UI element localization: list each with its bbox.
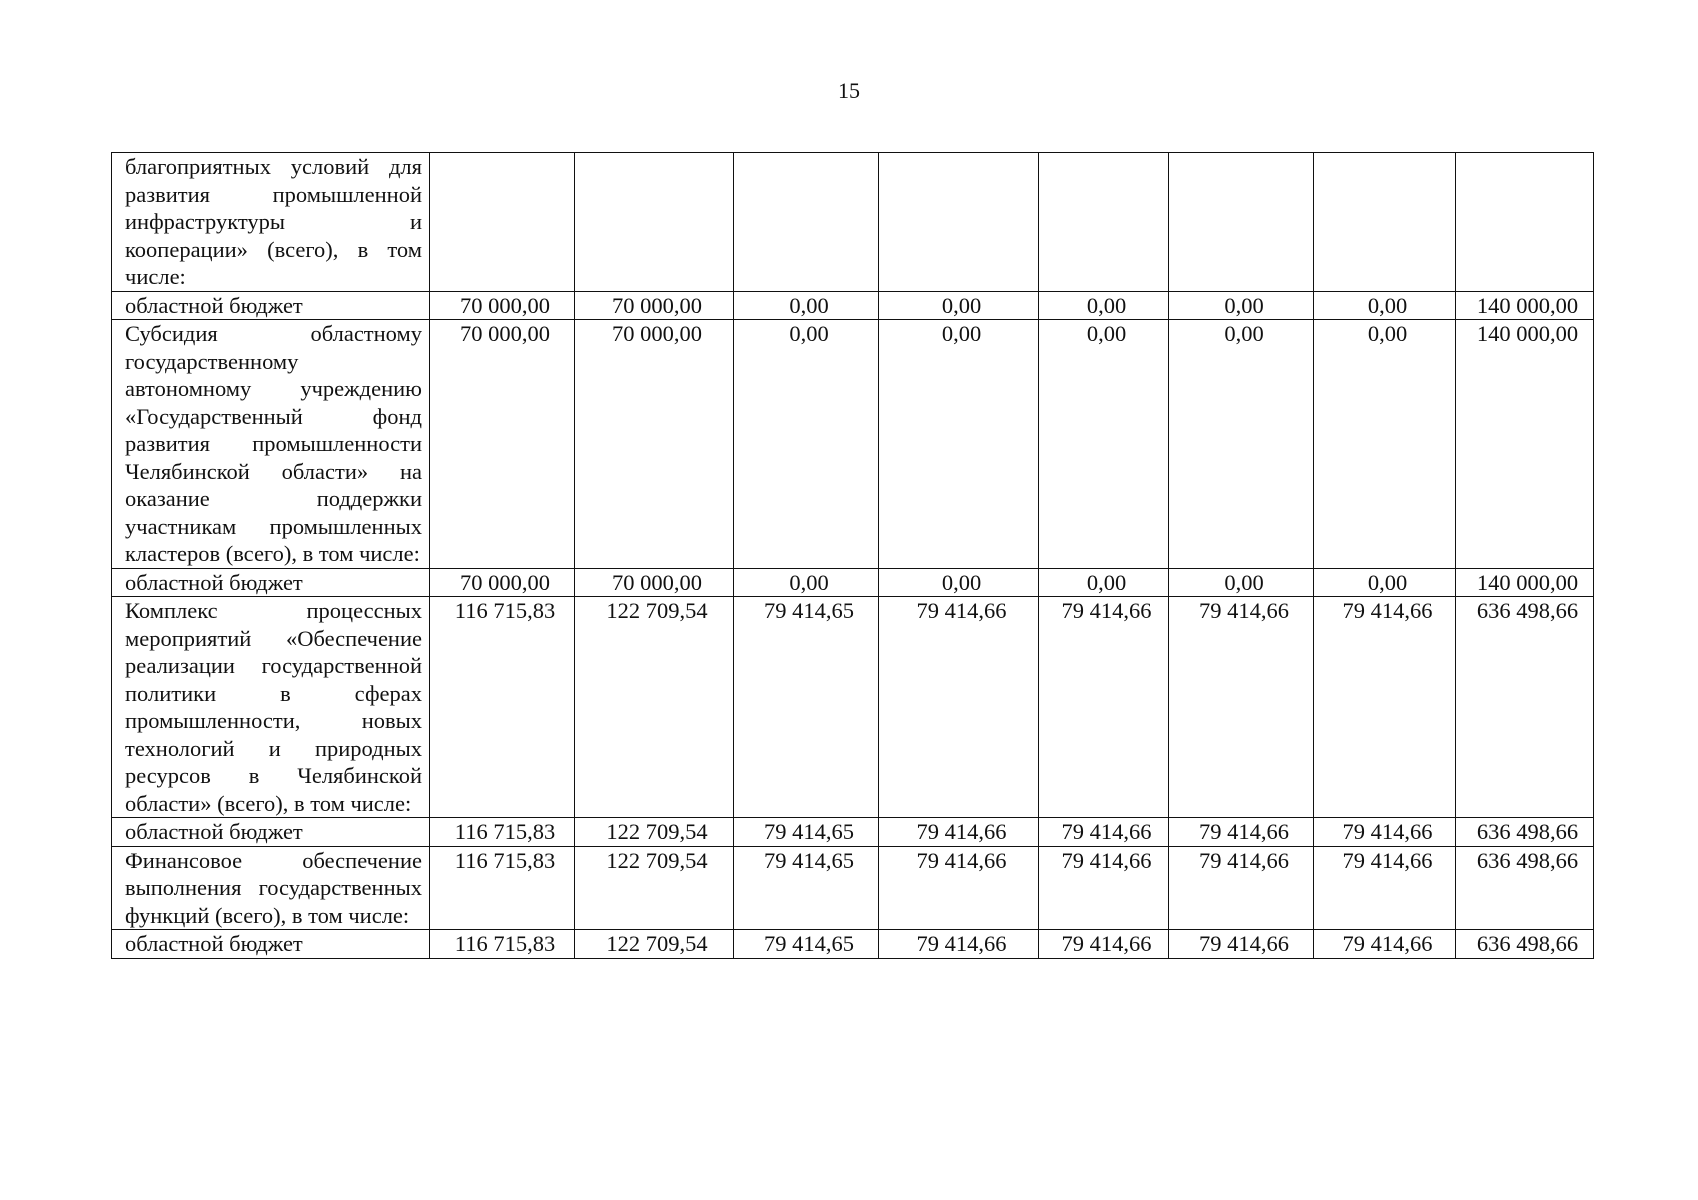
value-cell: 79 414,66	[1314, 597, 1456, 818]
total-cell: 140 000,00	[1456, 568, 1594, 597]
total-cell: 636 498,66	[1456, 930, 1594, 959]
value-cell: 79 414,66	[1169, 818, 1314, 847]
value-cell: 79 414,66	[1039, 597, 1169, 818]
row-label: областной бюджет	[112, 930, 430, 959]
value-cell: 79 414,66	[1169, 597, 1314, 818]
table-row	[112, 930, 1594, 959]
value-cell: 0,00	[1169, 291, 1314, 320]
value-cell: 0,00	[1039, 568, 1169, 597]
value-cell: 70 000,00	[575, 320, 734, 569]
value-cell	[430, 153, 575, 292]
row-label: Комплекс процессных мероприятий «Обеспечение реализации государственной политики в сферах промышленности, новых технологий и природных ресурсов в Челябинской области» (всего), в том числе:	[112, 597, 430, 818]
value-cell: 70 000,00	[430, 291, 575, 320]
value-cell	[1039, 153, 1169, 292]
total-cell	[1456, 153, 1594, 292]
row-label: областной бюджет	[112, 818, 430, 847]
value-cell: 79 414,65	[734, 930, 879, 959]
value-cell	[734, 153, 879, 292]
value-cell: 0,00	[879, 568, 1039, 597]
value-cell: 79 414,66	[1169, 846, 1314, 930]
value-cell: 122 709,54	[575, 846, 734, 930]
value-cell: 79 414,66	[1314, 818, 1456, 847]
value-cell: 116 715,83	[430, 846, 575, 930]
value-cell: 0,00	[1169, 568, 1314, 597]
value-cell: 0,00	[1314, 320, 1456, 569]
row-label: Финансовое обеспечение выполнения государственных функций (всего), в том числе:	[112, 846, 430, 930]
value-cell: 0,00	[879, 320, 1039, 569]
value-cell: 79 414,66	[1314, 930, 1456, 959]
total-cell: 636 498,66	[1456, 846, 1594, 930]
value-cell	[575, 153, 734, 292]
value-cell: 122 709,54	[575, 930, 734, 959]
total-cell: 140 000,00	[1456, 291, 1594, 320]
value-cell: 0,00	[1314, 291, 1456, 320]
row-label: благоприятных условий для развития промышленной инфраструктуры и кооперации» (всего), в том числе:	[112, 153, 430, 292]
value-cell: 79 414,65	[734, 597, 879, 818]
total-cell: 636 498,66	[1456, 597, 1594, 818]
value-cell: 0,00	[1169, 320, 1314, 569]
value-cell: 79 414,66	[1169, 930, 1314, 959]
value-cell: 79 414,66	[1039, 818, 1169, 847]
table-row	[112, 568, 1594, 597]
table-row	[112, 153, 1594, 292]
value-cell: 0,00	[1314, 568, 1456, 597]
value-cell: 70 000,00	[575, 291, 734, 320]
value-cell: 0,00	[1039, 320, 1169, 569]
table-row	[112, 818, 1594, 847]
value-cell: 116 715,83	[430, 930, 575, 959]
row-label: областной бюджет	[112, 568, 430, 597]
value-cell	[1169, 153, 1314, 292]
value-cell: 70 000,00	[430, 320, 575, 569]
value-cell: 70 000,00	[430, 568, 575, 597]
row-label: областной бюджет	[112, 291, 430, 320]
total-cell: 140 000,00	[1456, 320, 1594, 569]
value-cell: 79 414,66	[879, 930, 1039, 959]
value-cell	[1314, 153, 1456, 292]
value-cell: 79 414,66	[1039, 846, 1169, 930]
value-cell: 79 414,66	[879, 846, 1039, 930]
value-cell: 0,00	[734, 568, 879, 597]
value-cell: 0,00	[1039, 291, 1169, 320]
value-cell	[879, 153, 1039, 292]
value-cell: 79 414,66	[879, 818, 1039, 847]
table-row	[112, 291, 1594, 320]
total-cell: 636 498,66	[1456, 818, 1594, 847]
value-cell: 79 414,65	[734, 846, 879, 930]
value-cell: 0,00	[879, 291, 1039, 320]
value-cell: 79 414,66	[1039, 930, 1169, 959]
page-number: 15	[838, 78, 860, 103]
budget-table	[111, 152, 1594, 959]
value-cell: 122 709,54	[575, 818, 734, 847]
value-cell: 0,00	[734, 320, 879, 569]
row-label: Субсидия областному государственному автономному учреждению «Государственный фонд развития промышленности Челябинской области» на оказание поддержки участникам промышленных кластеров (всего), в том числе:	[112, 320, 430, 569]
value-cell: 0,00	[734, 291, 879, 320]
value-cell: 116 715,83	[430, 818, 575, 847]
value-cell: 79 414,66	[1314, 846, 1456, 930]
value-cell: 79 414,65	[734, 818, 879, 847]
table-row	[112, 320, 1594, 569]
value-cell: 116 715,83	[430, 597, 575, 818]
table-row	[112, 597, 1594, 818]
value-cell: 70 000,00	[575, 568, 734, 597]
value-cell: 79 414,66	[879, 597, 1039, 818]
table-row	[112, 846, 1594, 930]
value-cell: 122 709,54	[575, 597, 734, 818]
